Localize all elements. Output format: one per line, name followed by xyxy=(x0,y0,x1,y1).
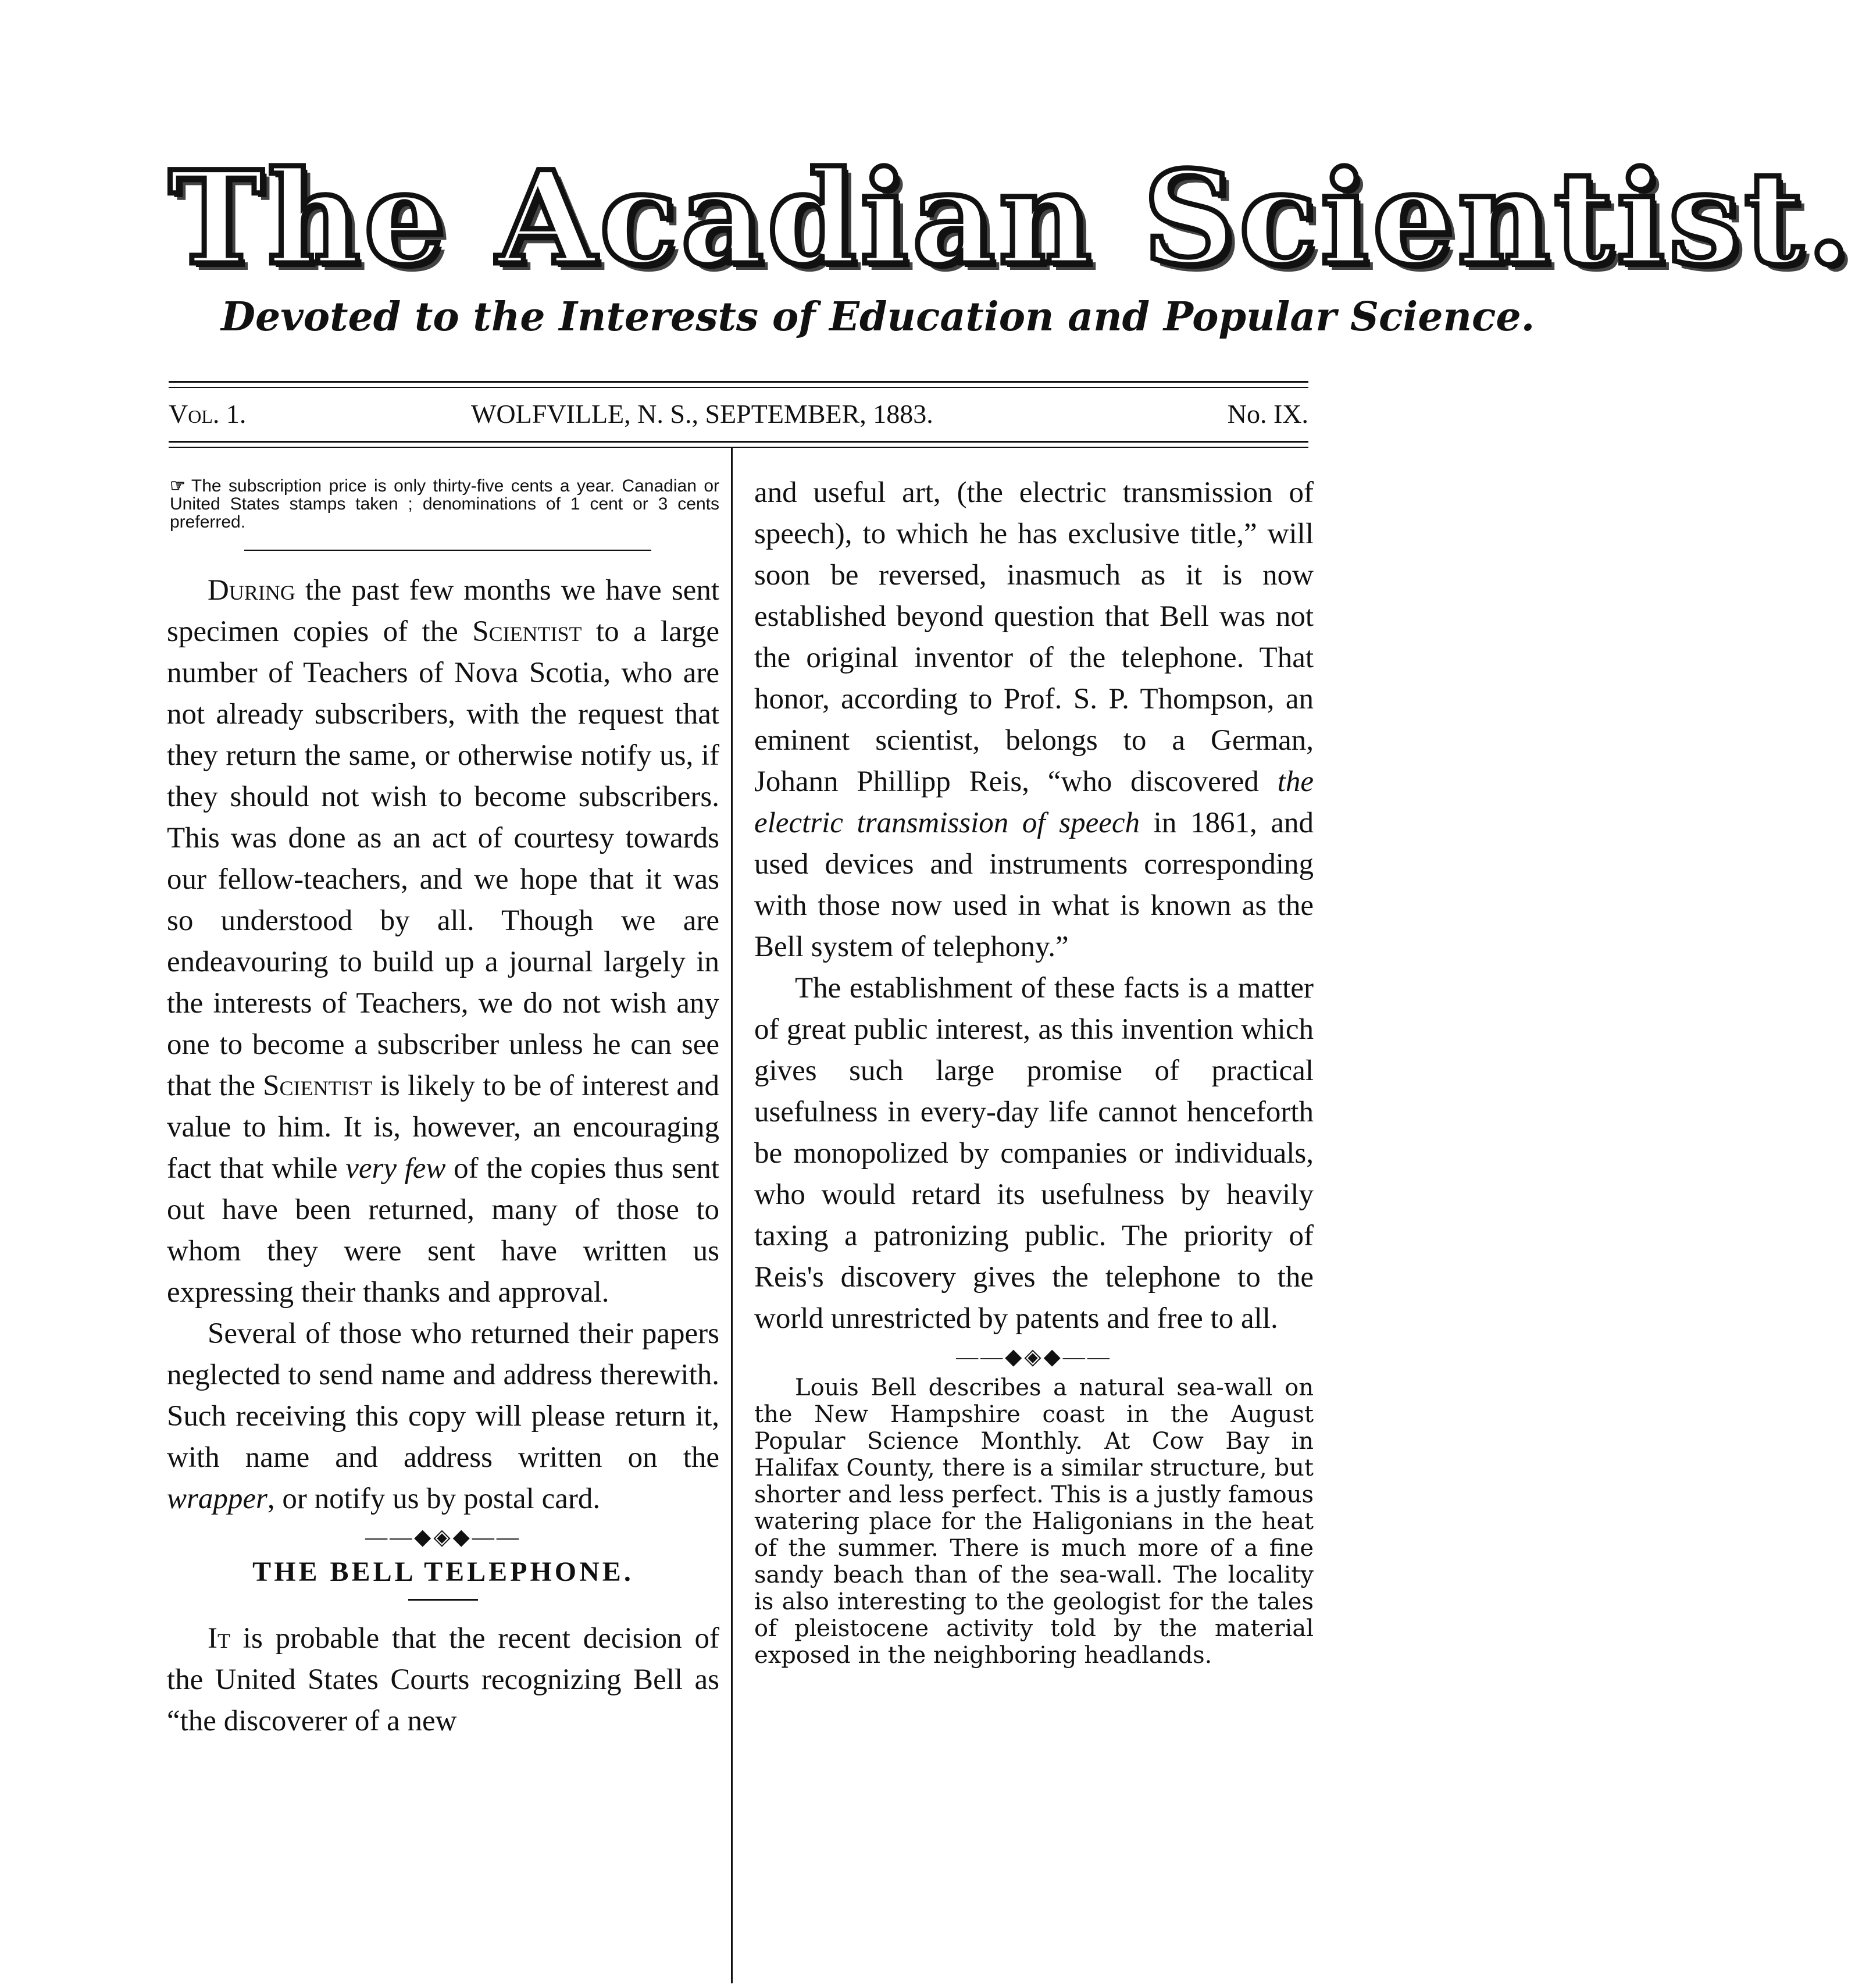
text-run: is likely to be of interest and value to him. It is, however, an encouraging fact that while xyxy=(167,1070,719,1185)
sea-wall-note: Louis Bell describes a natural sea-wall on the New Hampshire coast in the August Popular Science Monthly. At Cow Bay in Halifax County, there is a similar structure, but shorter and less perfect. This is a justly famous watering place for the Haligonians in the heat of the summer. There is much more of a fine sandy beach than of the sea-wall. The locality is also interesting to the geologist for the tales of pleistocene activity told by the material exposed in the neighboring headlands. xyxy=(754,1374,1314,1669)
article-para-5: The establishment of these facts is a matter of great public interest, as this invention which gives such large promise of practical usefulness in every-day life cannot henceforth be monopolized by companies or individuals, who would retard its usefulness by heavily taxing a patronizing public. The priority of Reis's discovery gives the telephone to the world unrestricted by patents and free to all. xyxy=(754,972,1314,1335)
text-run: to a large number of Teachers of Nova Scotia, who are not already subscribers, with the request that they return the same, or otherwise notify us, if they should not wish to become subscribers. This was done as an act of courtesy towards our fellow-teachers, and we hope that it was so understood by all. Though we are endeavouring to build up a journal largely in the interests of Teachers, we do not wish any one to become a subscriber unless he can see that the xyxy=(167,615,719,1102)
notice-rule xyxy=(244,550,651,551)
article-para-4 xyxy=(754,472,1314,968)
emphasis: wrapper xyxy=(167,1483,267,1515)
volume-number: Vol. 1. xyxy=(169,399,247,429)
text-run: of the copies thus sent out have been returned, many of those to whom they were sent have written us expressing their thanks and approval. xyxy=(167,1152,720,1309)
journal-name: Scientist xyxy=(472,615,582,648)
text-run: Several of those who returned their papers neglected to send name and address therewith. Such receiving this copy will please return it, with name and address written on the xyxy=(167,1317,719,1474)
pointing-hand-icon: ☞ xyxy=(170,476,186,496)
masthead-title: The Acadian Scientist. xyxy=(169,142,1855,293)
ornament-divider: ——◆◈◆—— xyxy=(365,1525,521,1549)
masthead-motto: Devoted to the Interests of Education and Popular Science. xyxy=(221,294,1535,340)
ornament-divider: ——◆◈◆—— xyxy=(956,1345,1112,1369)
top-rule-2 xyxy=(169,387,1308,388)
article-heading: THE BELL TELEPHONE. xyxy=(252,1556,634,1587)
article-para-1 xyxy=(167,570,719,1313)
emphasis: very few xyxy=(345,1152,446,1185)
text-run: the past few months we have sent specimen copies of the xyxy=(167,574,719,648)
text-run: and useful art, (the electric transmission of speech), to which he has exclusive title,” will soon be reversed, inasmuch as it is now established beyond question that Bell was not the original inventor of the telephone. That honor, according to Prof. S. P. Thompson, an eminent scientist, belongs to a German, Johann Phillipp Reis, “who discovered xyxy=(754,476,1314,798)
drop-lead: It xyxy=(208,1622,230,1655)
column-left xyxy=(167,570,719,1742)
column-divider xyxy=(731,448,733,1983)
dateline-rule-2 xyxy=(169,447,1308,448)
place-date: WOLFVILLE, N. S., SEPTEMBER, 1883. xyxy=(471,399,933,429)
text-run: is probable that the recent decision of the United States Courts recognizing Bell as “the discoverer of a new xyxy=(167,1622,719,1737)
emphasis: the electric transmission of speech xyxy=(754,765,1314,839)
issue-number: No. IX. xyxy=(1227,399,1308,429)
article-para-2 xyxy=(167,1313,719,1520)
subscription-notice xyxy=(170,477,719,531)
dateline-rule-1 xyxy=(169,441,1308,443)
heading-rule xyxy=(408,1599,478,1601)
text-run: in 1861, and used devices and instruments corresponding with those now used in what is known as the Bell system of telephony.” xyxy=(754,807,1314,963)
top-rule-1 xyxy=(169,381,1308,383)
notice-text: The subscription price is only thirty-five cents a year. Canadian or United States stamps taken ; denominations of 1 cent or 3 cents preferred. xyxy=(170,476,719,532)
dateline xyxy=(169,397,1308,432)
article-para-3 xyxy=(167,1618,719,1742)
drop-lead: During xyxy=(208,574,295,607)
text-run: , or notify us by postal card. xyxy=(267,1483,601,1515)
journal-name: Scientist xyxy=(263,1070,373,1102)
column-right xyxy=(754,472,1314,1669)
